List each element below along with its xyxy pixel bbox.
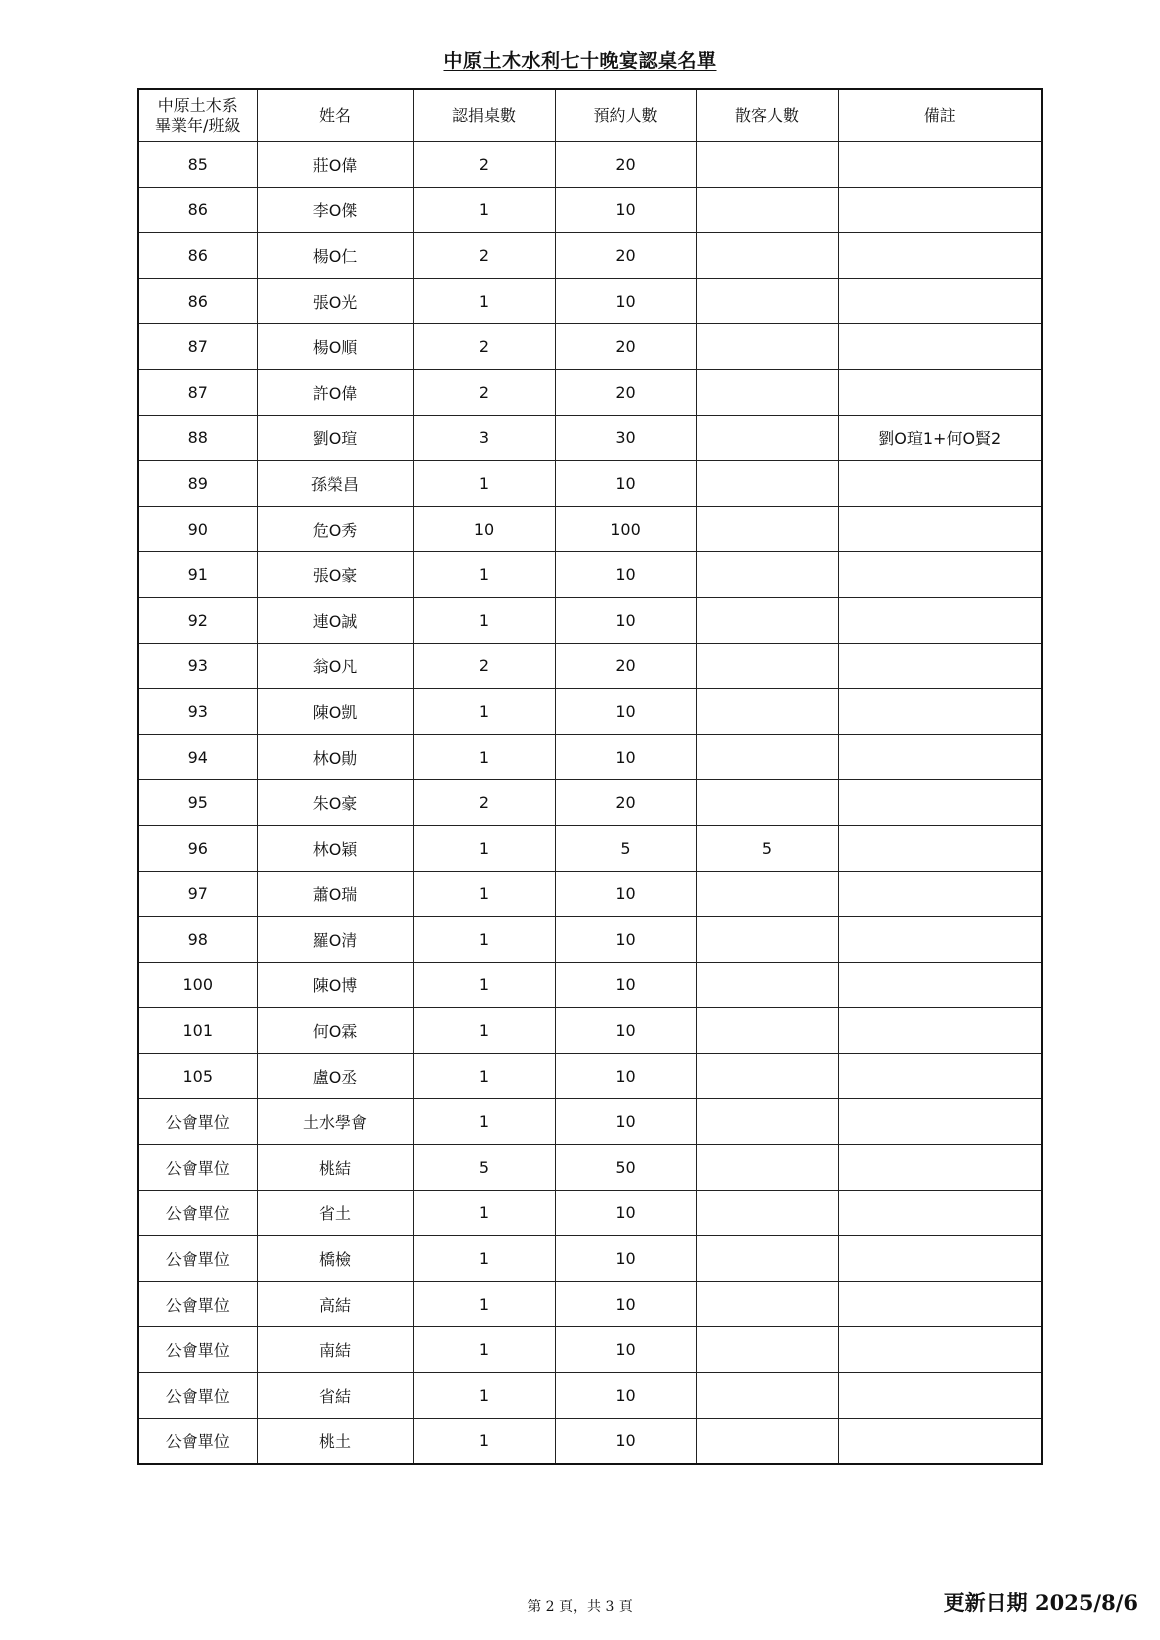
cell-tables: 5 [413,1145,555,1191]
table-row [138,187,1042,233]
cell-reserved: 5 [555,825,696,871]
cell-graduation-year: 88 [138,415,257,461]
cell-walkin: 5 [696,825,838,871]
cell-notes [838,734,1042,780]
cell-tables: 1 [413,962,555,1008]
cell-graduation-year: 公會單位 [138,1190,257,1236]
table-row [138,643,1042,689]
cell-notes [838,1190,1042,1236]
cell-reserved: 10 [555,917,696,963]
cell-notes [838,552,1042,598]
cell-graduation-year: 100 [138,962,257,1008]
cell-reserved: 10 [555,1008,696,1054]
cell-tables: 1 [413,1418,555,1464]
cell-tables: 1 [413,1236,555,1282]
table-row [138,1418,1042,1464]
cell-tables: 1 [413,597,555,643]
cell-reserved: 10 [555,597,696,643]
cell-name: 翁O凡 [257,643,413,689]
cell-notes [838,1099,1042,1145]
cell-tables: 2 [413,643,555,689]
table-row [138,506,1042,552]
cell-name: 羅O清 [257,917,413,963]
cell-graduation-year: 90 [138,506,257,552]
cell-graduation-year: 公會單位 [138,1373,257,1419]
cell-name: 省結 [257,1373,413,1419]
cell-name: 桃土 [257,1418,413,1464]
cell-tables: 3 [413,415,555,461]
cell-notes [838,1327,1042,1373]
cell-notes [838,369,1042,415]
cell-notes [838,1236,1042,1282]
cell-reserved: 10 [555,1281,696,1327]
cell-graduation-year: 96 [138,825,257,871]
cell-name: 許O偉 [257,369,413,415]
table-row [138,278,1042,324]
cell-name: 蕭O瑞 [257,871,413,917]
table-row [138,1373,1042,1419]
cell-walkin [696,1099,838,1145]
cell-tables: 1 [413,278,555,324]
cell-name: 盧O丞 [257,1053,413,1099]
cell-walkin [696,962,838,1008]
cell-tables: 1 [413,917,555,963]
table-row [138,461,1042,507]
cell-notes [838,461,1042,507]
column-header-name: 姓名 [257,89,413,142]
cell-walkin [696,1281,838,1327]
cell-walkin [696,506,838,552]
cell-walkin [696,278,838,324]
table-row [138,1236,1042,1282]
cell-graduation-year: 91 [138,552,257,598]
cell-walkin [696,689,838,735]
cell-notes [838,1145,1042,1191]
cell-name: 橋檢 [257,1236,413,1282]
table-row [138,1190,1042,1236]
table-row [138,689,1042,735]
cell-reserved: 10 [555,278,696,324]
cell-name: 桃結 [257,1145,413,1191]
cell-reserved: 10 [555,1099,696,1145]
cell-name: 張O豪 [257,552,413,598]
cell-tables: 1 [413,461,555,507]
cell-graduation-year: 101 [138,1008,257,1054]
table-row [138,825,1042,871]
cell-notes [838,233,1042,279]
cell-reserved: 20 [555,369,696,415]
cell-notes [838,142,1042,188]
cell-walkin [696,643,838,689]
cell-reserved: 10 [555,1053,696,1099]
cell-graduation-year: 92 [138,597,257,643]
cell-notes [838,187,1042,233]
cell-walkin [696,917,838,963]
cell-walkin [696,1373,838,1419]
table-row [138,597,1042,643]
table-row [138,1099,1042,1145]
cell-tables: 10 [413,506,555,552]
cell-graduation-year: 87 [138,324,257,370]
cell-reserved: 10 [555,1327,696,1373]
cell-reserved: 10 [555,187,696,233]
cell-graduation-year: 98 [138,917,257,963]
cell-reserved: 10 [555,552,696,598]
cell-name: 孫榮昌 [257,461,413,507]
cell-walkin [696,233,838,279]
cell-tables: 1 [413,552,555,598]
cell-notes [838,689,1042,735]
cell-reserved: 30 [555,415,696,461]
cell-notes [838,597,1042,643]
cell-notes [838,917,1042,963]
cell-name: 陳O凱 [257,689,413,735]
cell-tables: 1 [413,1190,555,1236]
cell-reserved: 20 [555,233,696,279]
cell-tables: 2 [413,233,555,279]
cell-name: 莊O偉 [257,142,413,188]
cell-walkin [696,734,838,780]
cell-tables: 1 [413,734,555,780]
cell-notes [838,871,1042,917]
cell-graduation-year: 86 [138,278,257,324]
cell-graduation-year: 85 [138,142,257,188]
column-header-reserved: 預約人數 [555,89,696,142]
cell-reserved: 50 [555,1145,696,1191]
cell-walkin [696,415,838,461]
cell-walkin [696,369,838,415]
table-row [138,552,1042,598]
cell-graduation-year: 公會單位 [138,1236,257,1282]
cell-notes: 劉O瑄1+何O賢2 [838,415,1042,461]
cell-tables: 1 [413,187,555,233]
cell-graduation-year: 86 [138,233,257,279]
cell-name: 劉O瑄 [257,415,413,461]
cell-reserved: 10 [555,1190,696,1236]
table-row [138,917,1042,963]
table-row [138,1327,1042,1373]
table-body [138,142,1042,1465]
cell-notes [838,278,1042,324]
column-header-walkin: 散客人數 [696,89,838,142]
column-header-tables: 認捐桌數 [413,89,555,142]
cell-graduation-year: 93 [138,643,257,689]
cell-walkin [696,871,838,917]
cell-tables: 2 [413,324,555,370]
cell-graduation-year: 94 [138,734,257,780]
cell-graduation-year: 93 [138,689,257,735]
cell-graduation-year: 105 [138,1053,257,1099]
column-header-graduation-year [138,89,257,142]
cell-walkin [696,461,838,507]
cell-notes [838,506,1042,552]
cell-tables: 1 [413,871,555,917]
table-row [138,1053,1042,1099]
cell-notes [838,1281,1042,1327]
cell-name: 張O光 [257,278,413,324]
cell-graduation-year: 86 [138,187,257,233]
cell-name: 連O誠 [257,597,413,643]
cell-name: 南結 [257,1327,413,1373]
cell-graduation-year: 89 [138,461,257,507]
cell-name: 朱O豪 [257,780,413,826]
table-roster [137,88,1043,1465]
table-row [138,962,1042,1008]
cell-reserved: 10 [555,1418,696,1464]
cell-walkin [696,1236,838,1282]
cell-tables: 1 [413,689,555,735]
page-title: 中原土木水利七十晚宴認桌名單 [443,50,717,72]
cell-reserved: 10 [555,461,696,507]
table-row [138,324,1042,370]
cell-tables: 1 [413,1099,555,1145]
cell-reserved: 10 [555,1236,696,1282]
column-header-notes: 備註 [838,89,1042,142]
cell-walkin [696,324,838,370]
cell-name: 何O霖 [257,1008,413,1054]
table-row [138,1145,1042,1191]
cell-reserved: 10 [555,689,696,735]
cell-tables: 2 [413,142,555,188]
cell-notes [838,1418,1042,1464]
table-row [138,415,1042,461]
cell-reserved: 20 [555,780,696,826]
cell-graduation-year: 95 [138,780,257,826]
cell-tables: 2 [413,780,555,826]
cell-name: 高結 [257,1281,413,1327]
cell-tables: 1 [413,1281,555,1327]
cell-tables: 1 [413,1008,555,1054]
table-row [138,1008,1042,1054]
cell-reserved: 10 [555,734,696,780]
update-date: 更新日期 2025/8/6 [943,1590,1138,1615]
cell-name: 林O勛 [257,734,413,780]
cell-notes [838,1373,1042,1419]
cell-walkin [696,1327,838,1373]
cell-notes [838,324,1042,370]
cell-graduation-year: 公會單位 [138,1281,257,1327]
cell-name: 危O秀 [257,506,413,552]
cell-walkin [696,1008,838,1054]
cell-name: 楊O順 [257,324,413,370]
cell-name: 楊O仁 [257,233,413,279]
cell-graduation-year: 87 [138,369,257,415]
page-number: 第 2 頁，共 3 頁 [527,1599,633,1615]
cell-graduation-year: 公會單位 [138,1145,257,1191]
cell-name: 土水學會 [257,1099,413,1145]
cell-notes [838,825,1042,871]
cell-walkin [696,1053,838,1099]
table-header-row [138,89,1042,142]
column-header-year-line2: 畢業年/班級 [155,115,241,135]
table-row [138,734,1042,780]
cell-reserved: 10 [555,1373,696,1419]
cell-walkin [696,187,838,233]
cell-reserved: 10 [555,962,696,1008]
cell-graduation-year: 公會單位 [138,1099,257,1145]
table-row [138,369,1042,415]
cell-name: 陳O博 [257,962,413,1008]
cell-reserved: 10 [555,871,696,917]
cell-notes [838,1008,1042,1054]
cell-notes [838,1053,1042,1099]
cell-walkin [696,552,838,598]
cell-tables: 1 [413,825,555,871]
table-row [138,1281,1042,1327]
cell-walkin [696,142,838,188]
cell-reserved: 20 [555,643,696,689]
cell-tables: 1 [413,1327,555,1373]
cell-reserved: 100 [555,506,696,552]
cell-reserved: 20 [555,324,696,370]
cell-graduation-year: 公會單位 [138,1418,257,1464]
cell-walkin [696,1145,838,1191]
cell-reserved: 20 [555,142,696,188]
table-row [138,142,1042,188]
cell-notes [838,643,1042,689]
table-row [138,871,1042,917]
cell-notes [838,962,1042,1008]
cell-graduation-year: 97 [138,871,257,917]
cell-name: 林O穎 [257,825,413,871]
cell-notes [838,780,1042,826]
cell-tables: 1 [413,1053,555,1099]
cell-walkin [696,597,838,643]
cell-name: 李O傑 [257,187,413,233]
column-header-year-line1: 中原土木系 [157,95,238,115]
cell-walkin [696,1190,838,1236]
cell-walkin [696,1418,838,1464]
cell-graduation-year: 公會單位 [138,1327,257,1373]
cell-tables: 2 [413,369,555,415]
table-row [138,780,1042,826]
cell-walkin [696,780,838,826]
table-row [138,233,1042,279]
cell-name: 省土 [257,1190,413,1236]
cell-tables: 1 [413,1373,555,1419]
